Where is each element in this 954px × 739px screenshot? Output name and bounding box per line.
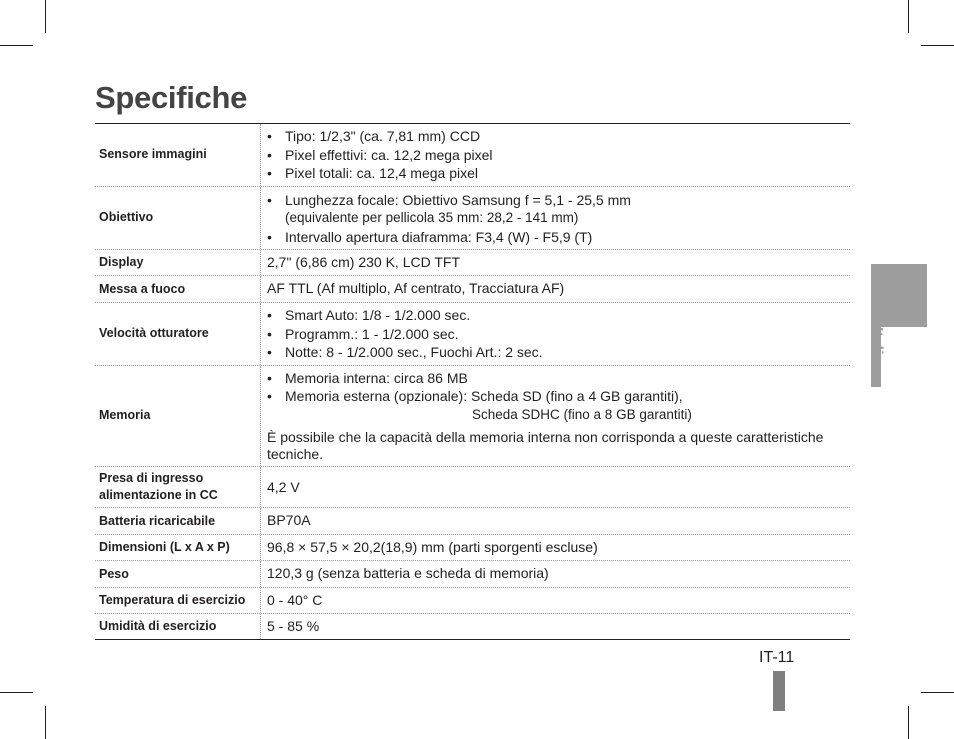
spec-value: BP70A [267,512,311,528]
spec-value: 0 - 40° C [267,592,323,608]
list-item: • Pixel totali: ca. 12,4 mega pixel [267,164,844,183]
spec-value: 2,7" (6,86 cm) 230 K, LCD TFT [267,254,460,270]
spec-label: Velocità otturatore [95,303,261,365]
spec-label: Umidità di esercizio [95,614,261,639]
spec-table [95,123,850,640]
spec-label: Dimensioni (L x A x P) [95,535,261,560]
list-item-text: Memoria esterna (opzionale): Scheda SD (fino a 4 GB garantiti), [285,388,683,404]
spec-row-focus [95,276,850,303]
crop-mark [45,706,46,739]
crop-mark [45,0,46,33]
spec-value [261,187,850,250]
spec-row-temperature [95,588,850,614]
spec-label: Messa a fuoco [95,276,261,302]
list-item-continuation: (equivalente per pellicola 35 mm: 28,2 - 141 mm) [285,210,579,225]
spec-row-memory [95,366,850,468]
list-item-text: Lunghezza focale: Obiettivo Samsung f = 5,1 - 25,5 mm [285,191,631,208]
spec-row-display [95,250,850,276]
spec-value: 4,2 V [267,478,300,495]
crop-mark [908,706,909,739]
page-marker [773,671,785,711]
list-item: • Programm.: 1 - 1/2.000 sec. [267,325,844,344]
spec-row-shutter [95,303,850,366]
spec-value [261,366,850,467]
spec-label: Memoria [95,366,261,467]
language-label: Italiano [868,327,885,384]
spec-row-lens [95,187,850,251]
spec-row-dc-input [95,467,850,508]
list-item-continuation: Scheda SDHC (fino a 8 GB garantiti) [472,406,692,422]
page-title: Specifiche [95,80,248,115]
list-item: • Intervallo apertura diaframma: F3,4 (W) - F5,9 (T) [267,228,844,247]
spec-row-weight [95,561,850,588]
list-item: • Tipo: 1/2,3" (ca. 7,81 mm) CCD [267,127,844,146]
spec-label: Obiettivo [95,187,261,250]
spec-label: Sensore immagini [95,124,261,186]
list-item: • Memoria interna: circa 86 MB [267,369,844,388]
list-item: • Notte: 8 - 1/2.000 sec., Fuochi Art.: 2 sec. [267,343,844,362]
crop-mark [921,45,954,46]
spec-label: Temperatura di esercizio [95,588,261,613]
crop-mark [0,45,33,46]
spec-row-dimensions [95,535,850,561]
spec-value: AF TTL (Af multiplo, Af centrato, Tracciatura AF) [267,280,565,296]
spec-value [261,303,850,365]
list-item [267,191,844,228]
spec-value: 96,8 × 57,5 × 20,2(18,9) mm (parti sporgenti escluse) [267,539,598,555]
crop-mark [921,692,954,693]
memory-note: È possibile che la capacità della memoria interna non corrisponda a queste caratteristiche tecniche. [267,429,824,462]
spec-value [261,124,850,186]
spec-value: 120,3 g (senza batteria e scheda di memoria) [267,565,549,581]
spec-row-humidity [95,614,850,639]
spec-label: Display [95,250,261,275]
crop-mark [0,692,33,693]
spec-row-sensor [95,124,850,187]
crop-mark [908,0,909,33]
spec-value: 5 - 85 % [267,618,320,634]
page-number: IT-11 [759,649,795,666]
spec-label: Peso [95,561,261,587]
language-tab [871,264,927,327]
list-item [267,387,844,424]
spec-label: Batteria ricaricabile [95,508,261,534]
list-item: • Smart Auto: 1/8 - 1/2.000 sec. [267,306,844,325]
spec-label: Presa di ingresso alimentazione in CC [95,467,261,507]
spec-row-battery [95,508,850,535]
list-item: • Pixel effettivi: ca. 12,2 mega pixel [267,146,844,165]
